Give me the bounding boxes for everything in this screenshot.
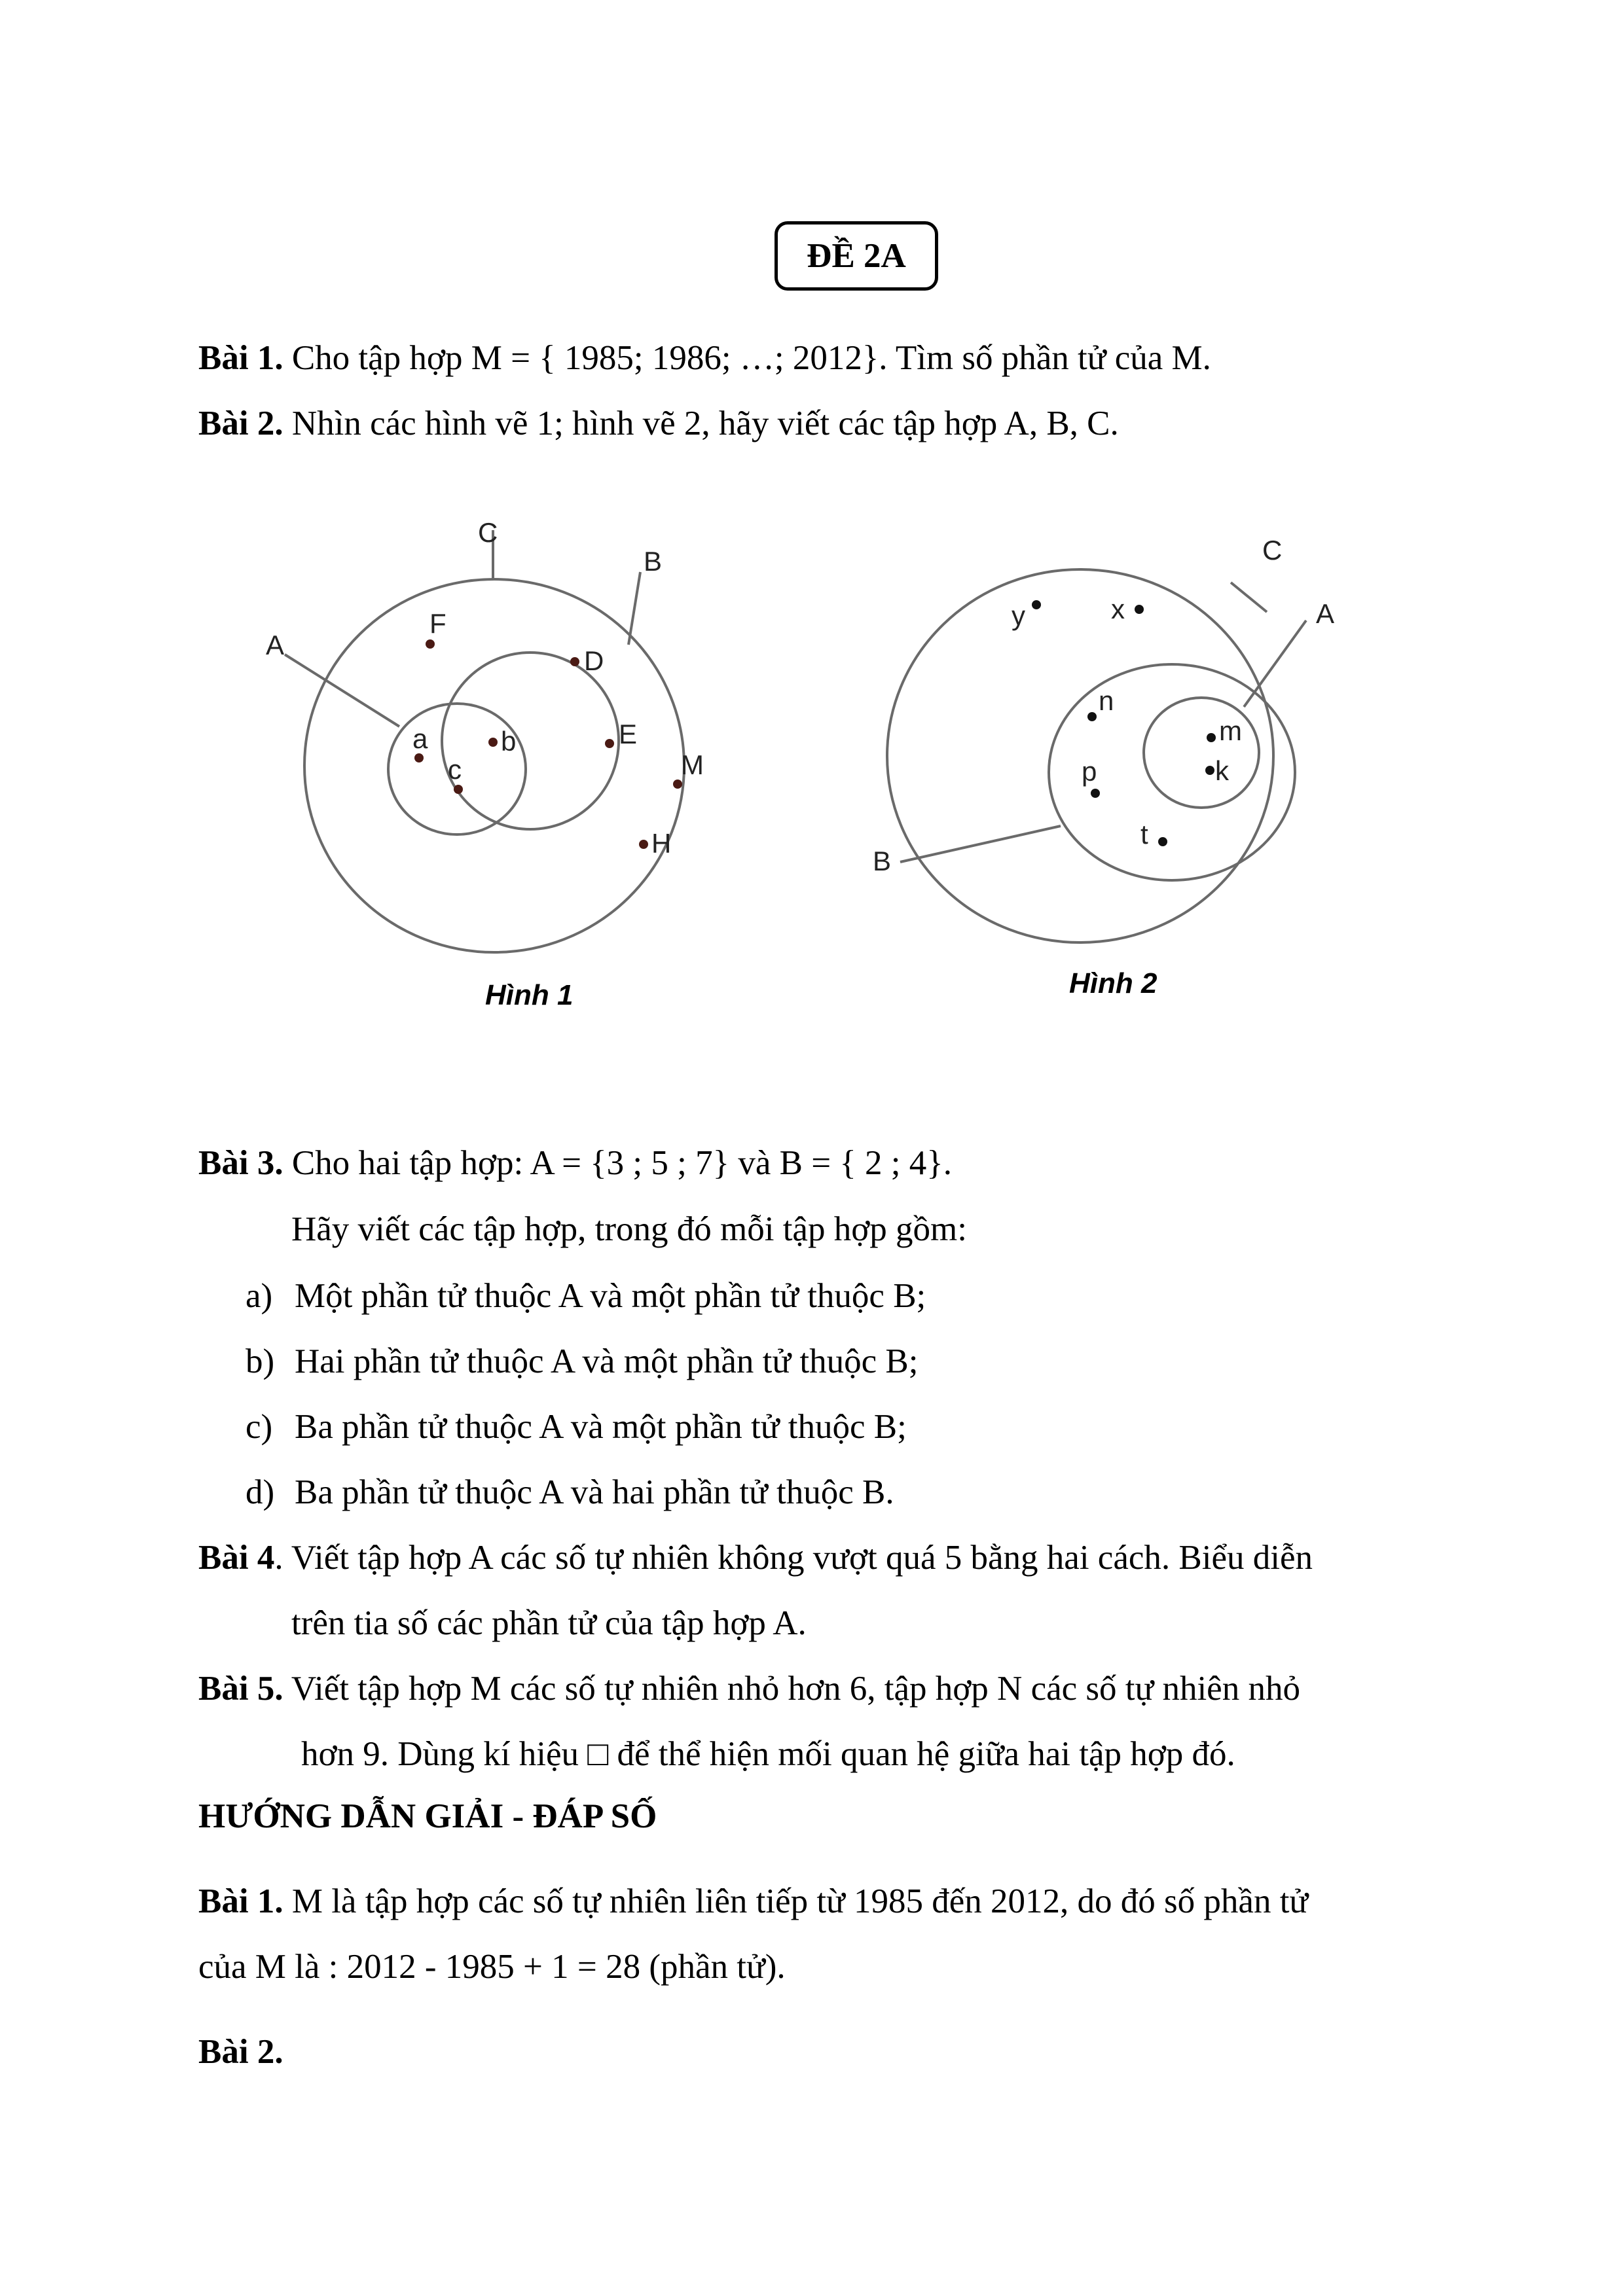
fig1-label-H: H bbox=[651, 828, 672, 859]
fig1-point-H bbox=[639, 840, 648, 849]
bai3-item-a-marker: a) bbox=[246, 1277, 273, 1315]
bai4-line1: Bài 4. Viết tập hợp A các số tự nhiên không vượt quá 5 bằng hai cách. Biểu diễn bbox=[198, 1539, 1313, 1577]
fig2-point-m bbox=[1207, 733, 1216, 742]
bai3-item-b-text: Hai phần tử thuộc A và một phần tử thuộc B; bbox=[295, 1342, 919, 1380]
bai3-item-d-text: Ba phần tử thuộc A và hai phần tử thuộc B. bbox=[295, 1473, 894, 1511]
fig2-label-p: p bbox=[1082, 756, 1097, 787]
bai3-item-c-marker: c) bbox=[246, 1408, 273, 1446]
fig2-point-p bbox=[1091, 789, 1100, 798]
fig2-point-n bbox=[1087, 712, 1097, 721]
fig1-set-B-circle bbox=[442, 653, 619, 829]
exam-title: ĐỀ 2A bbox=[775, 221, 938, 291]
fig2-label-x: x bbox=[1111, 594, 1125, 624]
fig2-caption: Hình 2 bbox=[1069, 967, 1158, 999]
fig1-point-D bbox=[570, 657, 579, 666]
fig2-set-A-ellipse bbox=[1144, 698, 1259, 808]
guide-heading: HƯỚNG DẪN GIẢI - ĐÁP SỐ bbox=[198, 1797, 657, 1835]
fig1-label-a: a bbox=[412, 723, 428, 754]
fig2-label-A: A bbox=[1316, 598, 1335, 629]
fig2-label-m: m bbox=[1219, 715, 1242, 746]
fig2-label-B: B bbox=[873, 846, 892, 876]
fig1-label-B: B bbox=[644, 546, 663, 577]
bai2-line: Bài 2. Nhìn các hình vẽ 1; hình vẽ 2, hãy viết các tập hợp A, B, C. bbox=[198, 404, 1119, 442]
fig1-A-pointer bbox=[285, 655, 399, 726]
bai5-line2: hơn 9. Dùng kí hiệu □ để thể hiện mối quan hệ giữa hai tập hợp đó. bbox=[301, 1735, 1235, 1773]
bai3-intro: Hãy viết các tập hợp, trong đó mỗi tập hợp gồm: bbox=[291, 1210, 967, 1248]
fig2-label-y: y bbox=[1012, 600, 1025, 631]
fig1-label-E: E bbox=[619, 719, 638, 749]
fig1-B-pointer bbox=[629, 572, 640, 645]
fig1-set-C-ellipse bbox=[304, 579, 684, 952]
fig1-label-b: b bbox=[501, 726, 517, 757]
fig2-label-C: C bbox=[1262, 535, 1283, 565]
fig2-point-k bbox=[1205, 766, 1214, 775]
bai4-line2: trên tia số các phần tử của tập hợp A. bbox=[291, 1604, 807, 1642]
fig1-point-M bbox=[673, 780, 682, 789]
fig1-caption: Hình 1 bbox=[485, 979, 574, 1011]
fig2-A-pointer bbox=[1244, 620, 1306, 707]
fig1-point-E bbox=[605, 739, 614, 748]
bai3-item-b-marker: b) bbox=[246, 1342, 275, 1380]
fig1-point-b bbox=[488, 738, 498, 747]
fig2-point-y bbox=[1032, 600, 1041, 609]
fig2-point-x bbox=[1135, 605, 1144, 614]
bai3-item-d-marker: d) bbox=[246, 1473, 275, 1511]
fig2-label-n: n bbox=[1099, 685, 1114, 716]
fig1-label-c: c bbox=[448, 754, 462, 785]
bai1-line: Bài 1. Cho tập hợp M = { 1985; 1986; …; 2012}. Tìm số phần tử của M. bbox=[198, 339, 1211, 377]
bai3-line: Bài 3. Cho hai tập hợp: A = {3 ; 5 ; 7} và B = { 2 ; 4}. bbox=[198, 1144, 952, 1182]
fig1-label-M: M bbox=[681, 749, 704, 780]
fig1-label-C: C bbox=[478, 517, 498, 548]
fig1-label-F: F bbox=[429, 608, 447, 639]
sol1-line2: của M là : 2012 - 1985 + 1 = 28 (phần tử). bbox=[198, 1948, 786, 1986]
fig1-point-c bbox=[454, 785, 463, 794]
fig2-C-pointer bbox=[1231, 583, 1267, 612]
bai3-item-a-text: Một phần tử thuộc A và một phần tử thuộc B; bbox=[295, 1277, 926, 1315]
fig1-point-a bbox=[414, 753, 424, 762]
bai5-line1: Bài 5. Viết tập hợp M các số tự nhiên nhỏ hơn 6, tập hợp N các số tự nhiên nhỏ bbox=[198, 1670, 1300, 1708]
fig1-label-A: A bbox=[266, 630, 285, 660]
fig2-label-t: t bbox=[1140, 819, 1148, 850]
fig2-B-pointer bbox=[900, 826, 1061, 862]
sol1-line1: Bài 1. M là tập hợp các số tự nhiên liên tiếp từ 1985 đến 2012, do đó số phần tử bbox=[198, 1882, 1309, 1920]
sol2-label: Bài 2. bbox=[198, 2033, 283, 2071]
fig1-point-F bbox=[426, 639, 435, 649]
fig2-label-k: k bbox=[1215, 755, 1229, 786]
fig1-label-D: D bbox=[584, 645, 604, 676]
fig2-point-t bbox=[1158, 837, 1167, 846]
bai3-item-c-text: Ba phần tử thuộc A và một phần tử thuộc B; bbox=[295, 1408, 907, 1446]
